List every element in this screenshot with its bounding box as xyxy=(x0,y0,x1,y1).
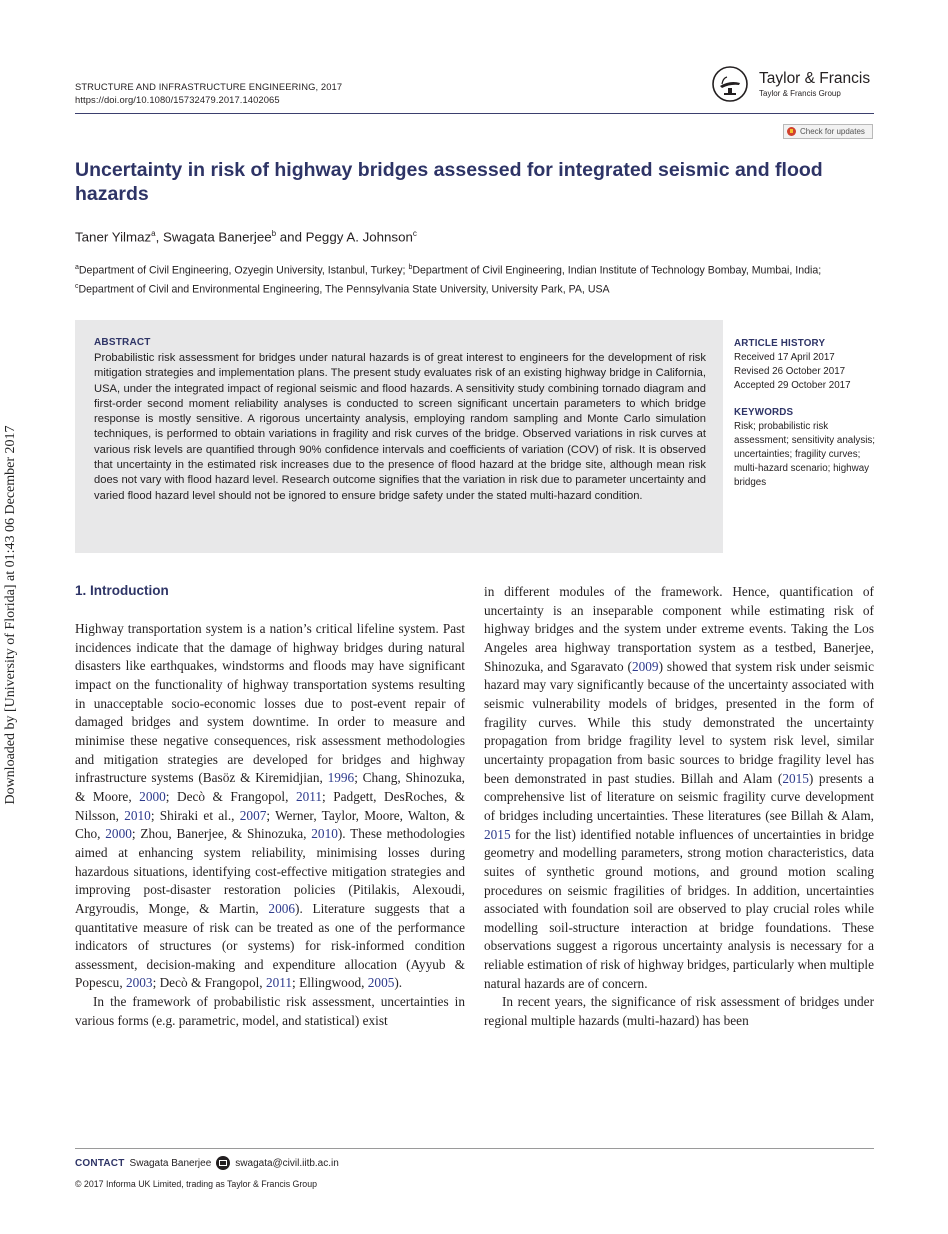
citation-link[interactable]: 2011 xyxy=(265,975,293,991)
text-run: ) presents a comprehensive list of literature on seismic fragility curve development of bridges including uncertainties. These literatures (see Billah & Alam, xyxy=(484,770,874,823)
author-affiliation-mark: c xyxy=(412,229,417,238)
text-run: ; Shiraki et al., xyxy=(150,807,240,823)
text-run: Highway transportation system is a nation’s critical lifeline system. Past incidences indicate that the damage of highway bridges during natural disasters like earthquakes, windstorms and floods may have significant impact on the functionality of highway transportation systems resulting in unacceptable socio-economic losses due to post-event repair of damaged bridges and system downtime. In order to measure and minimise these negative consequences, risk assessment methodologies and mitigation strategies are developed for bridges and highway infrastructure systems (Basöz & Kiremidjian, xyxy=(75,621,465,786)
keywords-heading: KEYWORDS xyxy=(734,407,794,418)
journal-name: STRUCTURE AND INFRASTRUCTURE ENGINEERING, 2017 xyxy=(75,81,343,92)
text-run: ). xyxy=(394,975,403,991)
citation-link[interactable]: 2000 xyxy=(139,788,166,804)
text-run: ; Decò & Frangopol, xyxy=(165,788,296,804)
publisher-group: Taylor & Francis Group xyxy=(759,89,841,98)
check-for-updates-button[interactable] xyxy=(783,124,873,139)
text-run: ; Ellingwood, xyxy=(292,975,368,991)
author-name: Taner Yilmaz xyxy=(75,229,152,245)
affiliation-mark: b xyxy=(408,264,413,271)
text-run: in different modules of the framework. Hence, quantification of uncertainty is an inseparable component while estimating risk of highway bridges and the system under extreme events. Taking the Los Angeles area highway transportation system as a testbed, Banerjee, Shinozuka, and Sgaravato ( xyxy=(484,584,874,674)
text-run: ; Padgett, DesRoches, & Nilsson, xyxy=(75,788,466,823)
copyright-notice: © 2017 Informa UK Limited, trading as Taylor & Francis Group xyxy=(75,1179,317,1189)
author-separator: and xyxy=(276,229,306,245)
received-date: Received 17 April 2017 xyxy=(734,352,835,363)
section-heading-introduction: 1. Introduction xyxy=(75,583,169,598)
text-run: ; Chang, Shinozuka, & Moore, xyxy=(75,770,465,804)
article-title: Uncertainty in risk of highway bridges assessed for integrated seismic and flood hazards xyxy=(75,159,823,205)
citation-link[interactable]: 2000 xyxy=(105,826,132,842)
affiliation-mark: c xyxy=(75,283,79,291)
affiliation-a: Department of Civil Engineering, Ozyegin University, Istanbul, Turkey; xyxy=(78,264,409,277)
doi-link[interactable]: https://doi.org/10.1080/15732479.2017.1402065 xyxy=(75,94,280,105)
citation-link[interactable]: 2007 xyxy=(239,807,267,823)
paragraph: In the framework of probabilistic risk assessment, uncertainties in various forms (e.g. parametric, model, and statistical) exist xyxy=(75,994,465,1028)
author-name: Peggy A. Johnson xyxy=(305,229,413,245)
citation-link[interactable]: 2003 xyxy=(125,975,153,991)
citation-link[interactable]: 2011 xyxy=(295,788,323,804)
article-sidebar xyxy=(734,337,879,490)
text-run: ; Werner, Taylor, Moore, Walton, & Cho, xyxy=(75,807,465,842)
abstract-text: Probabilistic risk assessment for bridges under natural hazards is of great interest to engineers for the development of risk mitigation strategies and implementation plans. The present study evaluates risk of an existing highway bridge in California, USA, under the integrated impact of regional seismic and flood hazards. A sensitivity study combining tornado diagram and first-order second moment reliability analyses is conducted to screen significant uncertain parameters to which bridge response is mostly sensitive. A rigorous uncertainty analysis, employing random sampling and Monte Carlo simulation techniques, is performed to obtain variations in fragility and risk curves of the bridge. Observed variations in risk curves at various risk levels are quantified through 90% confidence intervals and coefficients of variation (COV) of risk. It is observed that uncertainty in the estimated risk increases due to the presence of flood hazard at the bridge site, although mean risk does not vary with flood hazard level. Research outcome signifies that the variation in risk due to parameter uncertainty and varied flood hazard level should not be ignored to ensure bridge safety under the stated multi-hazard condition. xyxy=(94,352,706,502)
text-run: ; Zhou, Banerjee, & Shinozuka, xyxy=(131,826,312,842)
author-name: Swagata Banerjee xyxy=(162,229,272,245)
revised-date: Revised 26 October 2017 xyxy=(734,366,846,377)
text-run: for the list) identified notable influences of uncertainties in bridge geometry and modelling parameters, strong motion characteristics, data suites of synthetic ground motions, and ground motion scaling procedures on seismic fragilities of bridges. In addition, uncertainties associated with foundation soil are observed to play crucial roles while modelling soil-structure interaction at bridge foundations. These observations suggest a rigorous uncertainty analysis is necessary for a reliable estimation of risk of highway bridges, particularly when multiple natural hazards are of concern. xyxy=(484,826,874,991)
body-column-right xyxy=(484,583,874,1031)
citation-link[interactable]: 2010 xyxy=(311,826,338,842)
affiliation-c: Department of Civil and Environmental Engineering, The Pennsylvania State University, University Park, PA, USA xyxy=(78,283,610,296)
footer-divider xyxy=(75,1148,874,1149)
citation-link[interactable]: 2006 xyxy=(268,900,296,916)
download-watermark: Downloaded by [University of Florida] at 01:43 06 December 2017 xyxy=(3,425,18,805)
abstract-heading: ABSTRACT xyxy=(94,337,151,348)
publisher-logo-block xyxy=(712,66,882,104)
affiliation-b: Department of Civil Engineering, Indian Institute of Technology Bombay, Mumbai, India; xyxy=(412,264,822,277)
paragraph xyxy=(75,620,465,993)
journal-info xyxy=(75,80,342,106)
publisher-name: Taylor & Francis xyxy=(759,70,871,87)
citation-link[interactable]: 2005 xyxy=(367,975,395,991)
text-run: ) showed that system risk under seismic hazard may vary significantly because of the uncertainty associated with seismic vulnerability models of bridges, presented in the form of fragility curves. While this study demonstrated the uncertainty propagation from bridge fragility level to system risk level, similar uncertainty propagation from basic sources to bridge fragility level has been demonstrated in past studies. Billah and Alam ( xyxy=(484,658,874,786)
taylor-francis-lamp-icon xyxy=(712,66,748,102)
contact-name: Swagata Banerjee xyxy=(129,1157,212,1169)
paragraph: In recent years, the significance of risk assessment of bridges under regional multiple hazards (multi-hazard) has been xyxy=(484,994,874,1029)
contact-email-link[interactable]: swagata@civil.iitb.ac.in xyxy=(235,1157,339,1169)
author-list xyxy=(75,229,417,244)
accepted-date: Accepted 29 October 2017 xyxy=(734,380,851,391)
body-column-left xyxy=(75,620,465,1030)
paragraph xyxy=(484,583,874,993)
citation-link[interactable]: 2009 xyxy=(631,658,659,674)
author-separator: , xyxy=(155,229,163,245)
text-run: ). Literature suggests that a quantitative measure of risk can be treated as one of the performance indicators of structures (or systems) for risk-informed condition assessment, decision-making and expenditure allocation (Ayyub & Popescu, xyxy=(75,900,465,991)
header-divider xyxy=(75,113,874,114)
affiliation-mark: a xyxy=(75,264,79,271)
citation-link[interactable]: 2010 xyxy=(124,807,151,823)
citation-link[interactable]: 2015 xyxy=(484,826,511,842)
crossmark-icon xyxy=(787,127,796,136)
text-run: ). These methodologies aimed at enhancing system reliability, minimising losses during hazardous situations, identifying cost-effective mitigation strategies and improving post-disaster restoration policies (Pitilakis, Alexoudi, Argyroudis, Monge, & Martin, xyxy=(75,826,465,916)
check-updates-label: Check for updates xyxy=(800,127,865,136)
citation-link[interactable]: 2015 xyxy=(782,770,809,786)
article-history-heading: ARTICLE HISTORY xyxy=(734,338,826,349)
affiliations xyxy=(75,260,875,298)
text-run: ; Decò & Frangopol, xyxy=(152,975,266,991)
author-affiliation-mark: a xyxy=(151,229,156,238)
citation-link[interactable]: 1996 xyxy=(327,770,355,786)
contact-label: CONTACT xyxy=(75,1157,125,1169)
email-icon xyxy=(216,1156,230,1170)
contact-line xyxy=(75,1156,339,1170)
author-affiliation-mark: b xyxy=(271,229,277,238)
keywords-list: Risk; probabilistic risk assessment; sensitivity analysis; uncertainties; fragility curves; multi-hazard scenario; highway bridges xyxy=(734,421,876,488)
